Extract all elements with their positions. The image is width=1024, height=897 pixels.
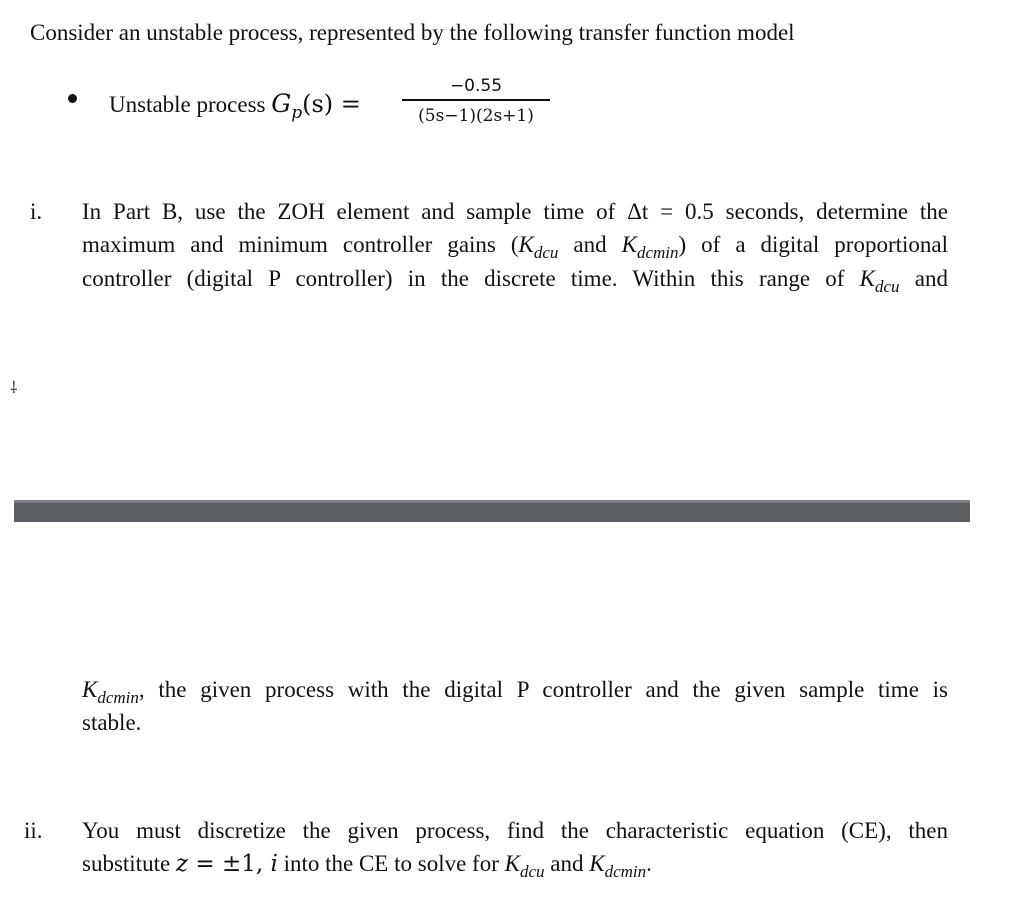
k-subscript-dcmin: dcmin: [97, 688, 139, 707]
text-run: and: [899, 266, 948, 291]
g-symbol: G: [271, 89, 292, 118]
part-i-line-1: In Part B, use the ZOH element and sample time of Δt = 0.5 seconds, determine the: [82, 199, 948, 224]
k-subscript-dcu: dcu: [875, 277, 900, 296]
bullet-process-line: [109, 89, 361, 123]
k-symbol: K: [518, 232, 534, 257]
g-subscript: p: [291, 103, 303, 123]
intro-text: Consider an unstable process, represented by the following transfer function model: [30, 20, 795, 45]
i-symbol: i: [270, 851, 278, 877]
part-ii-line-1: You must discretize the given process, find the characteristic equation (CE), then: [82, 818, 948, 843]
text-run: into the CE to solve for: [277, 851, 505, 876]
equals-pm-one: = ±1,: [188, 851, 271, 877]
part-i-cont-line-2: stable.: [82, 710, 142, 735]
k-symbol: K: [859, 266, 876, 291]
k-symbol: K: [621, 232, 637, 257]
part-i-line-2: [82, 232, 948, 263]
tf-denominator: (5s−1)(2s+1): [418, 106, 534, 126]
text-run: and: [544, 851, 590, 876]
transfer-function-fraction: [402, 74, 550, 128]
text-run: maximum and minimum controller gains (: [82, 232, 519, 257]
part-ii-marker: ii.: [24, 818, 43, 843]
k-subscript-dcmin: dcmin: [636, 243, 679, 262]
tf-numerator: −0.55: [449, 76, 503, 96]
k-subscript-dcu: dcu: [533, 243, 559, 262]
k-symbol: K: [504, 851, 520, 876]
part-i-line-3: [82, 266, 948, 297]
text-run: .: [646, 851, 652, 876]
text-run: substitute: [82, 851, 176, 876]
text-run: , the given process with the digital P controller and the given sample time is: [138, 677, 948, 702]
bullet-label: Unstable process: [109, 92, 266, 117]
fraction-bar: [402, 99, 550, 101]
k-subscript-dcmin: dcmin: [604, 862, 647, 881]
part-i-cont-line-1: [82, 677, 948, 708]
part-ii-line-2: [82, 851, 652, 882]
text-run: ) of a digital proportional: [678, 232, 948, 257]
text-run: and: [558, 232, 622, 257]
text-run: controller (digital P controller) in the discrete time. Within this range of: [82, 266, 860, 291]
bullet-dot: [68, 94, 77, 103]
part-i-marker: i.: [30, 199, 43, 224]
k-symbol: K: [82, 677, 98, 702]
k-symbol: K: [589, 851, 605, 876]
g-args: (s) =: [302, 90, 361, 118]
page-divider-bar: [14, 500, 970, 522]
k-subscript-dcu: dcu: [519, 862, 545, 881]
z-symbol: z: [175, 851, 189, 877]
text-cursor-icon: ⸸: [10, 378, 18, 397]
